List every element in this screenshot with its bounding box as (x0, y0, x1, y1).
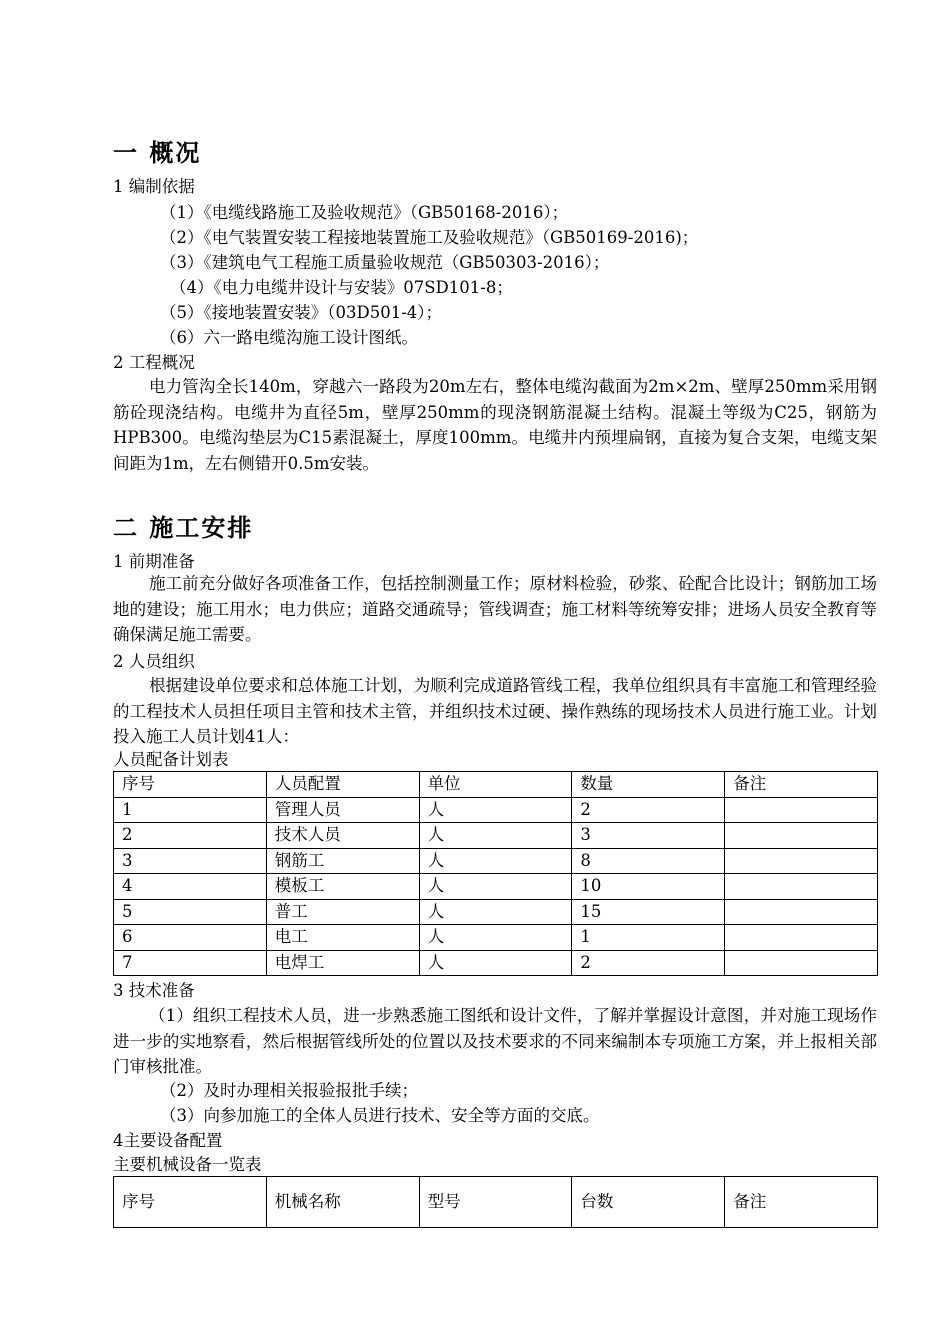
table-row (114, 925, 878, 951)
table-cell: 2 (572, 950, 725, 976)
table-cell: 2 (572, 797, 725, 823)
table-row (114, 899, 878, 925)
table-cell: 15 (572, 899, 725, 925)
table-cell: 人 (419, 899, 572, 925)
table-cell (725, 874, 878, 900)
table-cell: 8 (572, 848, 725, 874)
table-header-row (114, 1177, 878, 1228)
staff-table (113, 771, 878, 976)
header-cell: 备注 (725, 772, 878, 798)
table-cell: 6 (114, 925, 267, 951)
section-2-heading: 二 施工安排 (113, 514, 254, 542)
equipment-table (113, 1176, 878, 1228)
table-header-row (114, 772, 878, 798)
table-cell (725, 925, 878, 951)
prep-title: 1 前期准备 (113, 552, 195, 571)
table-cell: 1 (114, 797, 267, 823)
basis-item-3: （3）《建筑电气工程施工质量验收规范（GB50303-2016）； (160, 253, 610, 272)
overview-title: 2 工程概况 (113, 353, 195, 372)
section-1-heading: 一 概况 (113, 139, 202, 167)
basis-item-6: （6）六一路电缆沟施工设计图纸。 (160, 328, 418, 347)
table-cell: 3 (572, 823, 725, 849)
table-cell: 模板工 (266, 874, 419, 900)
table-cell: 管理人员 (266, 797, 419, 823)
table-cell: 10 (572, 874, 725, 900)
basis-item-4: （4）《电力电缆井设计与安装》07SD101-8； (170, 278, 513, 297)
table-cell: 电焊工 (266, 950, 419, 976)
basis-title: 1 编制依据 (113, 177, 195, 196)
header-cell: 数量 (572, 772, 725, 798)
basis-item-2: （2）《电气装置安装工程接地装置施工及验收规范》（GB50169-2016)； (160, 228, 699, 247)
prep-paragraph: 施工前充分做好各项准备工作，包括控制测量工作；原材料检验，砂浆、砼配合比设计；钢筋加工场地的建设；施工用水；电力供应；道路交通疏导；管线调查；施工材料等统筹安排；进场人员安全教育等确保满足施工需要。 (113, 574, 877, 644)
table-cell: 人 (419, 950, 572, 976)
table-cell: 钢筋工 (266, 848, 419, 874)
table-cell: 1 (572, 925, 725, 951)
tech-item-1: （1）组织工程技术人员，进一步熟悉施工图纸和设计文件，了解并掌握设计意图，并对施工现场作进一步的实地察看，然后根据管线所处的位置以及技术要求的不同来编制本专项施工方案，并上报相关部门审核批准。 (113, 1006, 877, 1076)
table-row (114, 848, 878, 874)
tech-title: 3 技术准备 (113, 981, 195, 1000)
table-row (114, 874, 878, 900)
table-cell: 人 (419, 823, 572, 849)
table-row (114, 823, 878, 849)
header-cell: 序号 (114, 1177, 267, 1228)
table-cell: 2 (114, 823, 267, 849)
header-cell: 备注 (725, 1177, 878, 1228)
header-cell: 台数 (572, 1177, 725, 1228)
table-cell: 普工 (266, 899, 419, 925)
table-cell: 人 (419, 797, 572, 823)
table-cell: 5 (114, 899, 267, 925)
header-cell: 单位 (419, 772, 572, 798)
table-cell (725, 950, 878, 976)
table-cell: 技术人员 (266, 823, 419, 849)
table-cell: 3 (114, 848, 267, 874)
tech-item-2: （2）及时办理相关报验报批手续； (160, 1081, 418, 1100)
header-cell: 序号 (114, 772, 267, 798)
table-cell (725, 797, 878, 823)
basis-item-5: （5）《接地装置安装》（03D501-4）； (160, 303, 443, 322)
tech-item-3: （3）向参加施工的全体人员进行技术、安全等方面的交底。 (160, 1106, 600, 1125)
table-cell: 人 (419, 925, 572, 951)
table-row (114, 950, 878, 976)
table-cell (725, 848, 878, 874)
table-cell: 电工 (266, 925, 419, 951)
table-cell: 人 (419, 874, 572, 900)
table-cell (725, 823, 878, 849)
staff-paragraph: 根据建设单位要求和总体施工计划，为顺利完成道路管线工程，我单位组织具有丰富施工和管理经验的工程技术人员担任项目主管和技术主管，并组织技术过硬、操作熟练的现场技术人员进行施工业。计划投入施工人员计划41人： (113, 676, 877, 746)
equip-title: 4主要设备配置 (113, 1131, 223, 1150)
table-cell: 7 (114, 950, 267, 976)
table-row (114, 797, 878, 823)
staff-table-caption: 人员配备计划表 (113, 750, 229, 769)
header-cell: 人员配置 (266, 772, 419, 798)
basis-item-1: （1）《电缆线路施工及验收规范》（GB50168-2016）； (160, 203, 569, 222)
staff-title: 2 人员组织 (113, 652, 195, 671)
table-cell: 4 (114, 874, 267, 900)
table-cell (725, 899, 878, 925)
overview-paragraph: 电力管沟全长140m，穿越六一路段为20m左右，整体电缆沟截面为2m×2m、壁厚250mm采用钢筋砼现浇结构。电缆井为直径5m，壁厚250mm的现浇钢筋混凝土结构。混凝土等级为C25，钢筋为HPB300。电缆沟垫层为C15素混凝土，厚度100mm。电缆井内预埋扁钢，直接为复合支架，电缆支架间距为1m，左右侧错开0.5m安装。 (113, 377, 877, 473)
equip-table-caption: 主要机械设备一览表 (113, 1155, 262, 1174)
header-cell: 机械名称 (266, 1177, 419, 1228)
table-cell: 人 (419, 848, 572, 874)
header-cell: 型号 (419, 1177, 572, 1228)
